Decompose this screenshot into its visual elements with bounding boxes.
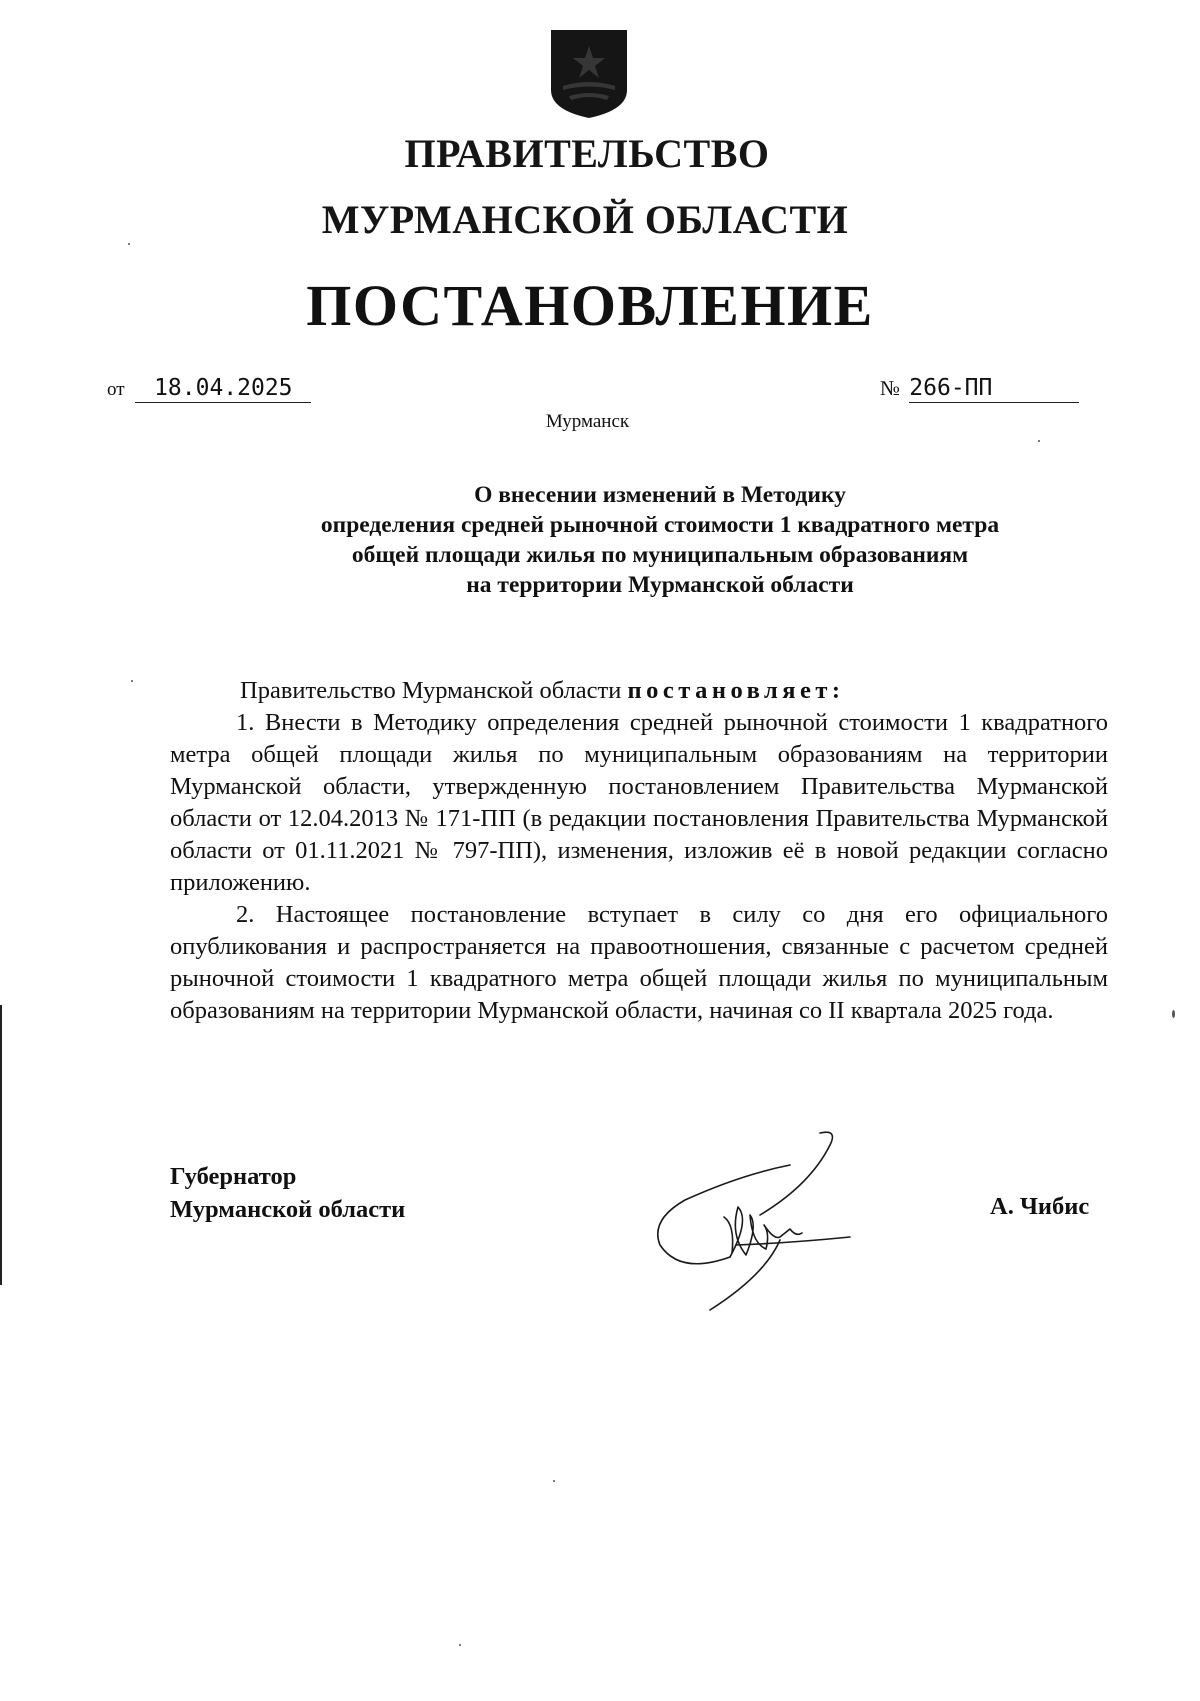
document-title	[240, 480, 1080, 600]
document-body	[170, 675, 1108, 1027]
paragraph-2: 2. Настоящее постановление вступает в силу со дня его официального опубликования и распространяется на правоотношения, связанные с расчетом средней рыночной стоимости 1 квадратного метра общей площади жилья по муниципальным образованиям на территории Мурманской области, начиная со II квартала 2025 года.	[170, 901, 1108, 1024]
document-title-line-3: общей площади жилья по муниципальным образованиям	[351, 542, 969, 568]
scan-speck	[128, 243, 130, 245]
document-date: 18.04.2025	[135, 375, 311, 403]
handwritten-signature-icon	[640, 1125, 880, 1325]
scan-speck	[459, 1644, 461, 1646]
signatory-position-line-1: Губернатор	[170, 1163, 297, 1190]
scan-speck	[1038, 440, 1040, 442]
document-type-heading: ПОСТАНОВЛЕНИЕ	[306, 273, 874, 338]
preamble-verb: постановляет:	[627, 677, 845, 704]
document-date-row	[107, 375, 311, 403]
paragraph-1: 1. Внести в Методику определения средней рыночной стоимости 1 квадратного метра общей площади жилья по муниципальным образованиям на территории Мурманской области, утвержденную постановлением Правительства Мурманской области от 12.04.2013 № 171-ПП (в редакции постановления Правительства Мурманской области от 01.11.2021 № 797-ПП), изменения, изложив её в новой редакции согласно приложению.	[170, 709, 1108, 896]
scan-speck	[131, 680, 133, 682]
scan-edge-line	[0, 1005, 2, 1285]
scan-speck	[553, 1480, 555, 1482]
document-title-line-2: определения средней рыночной стоимости 1 квадратного метра	[320, 512, 1000, 538]
government-title-line-2: МУРМАНСКОЙ ОБЛАСТИ	[321, 197, 849, 242]
document-title-line-1: О внесении изменений в Методику	[474, 482, 846, 508]
signatory-name: А. Чибис	[990, 1193, 1090, 1220]
document-number-row	[880, 375, 1079, 403]
city-line	[0, 411, 1200, 433]
preamble-subject: Правительство Мурманской области	[240, 677, 622, 704]
signatory-position	[170, 1160, 405, 1226]
preamble	[170, 675, 1108, 707]
coat-of-arms-emblem-icon	[549, 28, 629, 120]
date-prefix: от	[107, 379, 125, 400]
document-number: 266-ПП	[909, 375, 1079, 403]
number-prefix: №	[880, 376, 901, 400]
document-title-line-4: на территории Мурманской области	[466, 572, 854, 598]
scan-speck	[1172, 1010, 1175, 1018]
city-name: Мурманск	[545, 411, 630, 432]
signatory-position-line-2: Мурманской области	[170, 1196, 406, 1223]
government-title-line-1: ПРАВИТЕЛЬСТВО	[404, 131, 770, 176]
